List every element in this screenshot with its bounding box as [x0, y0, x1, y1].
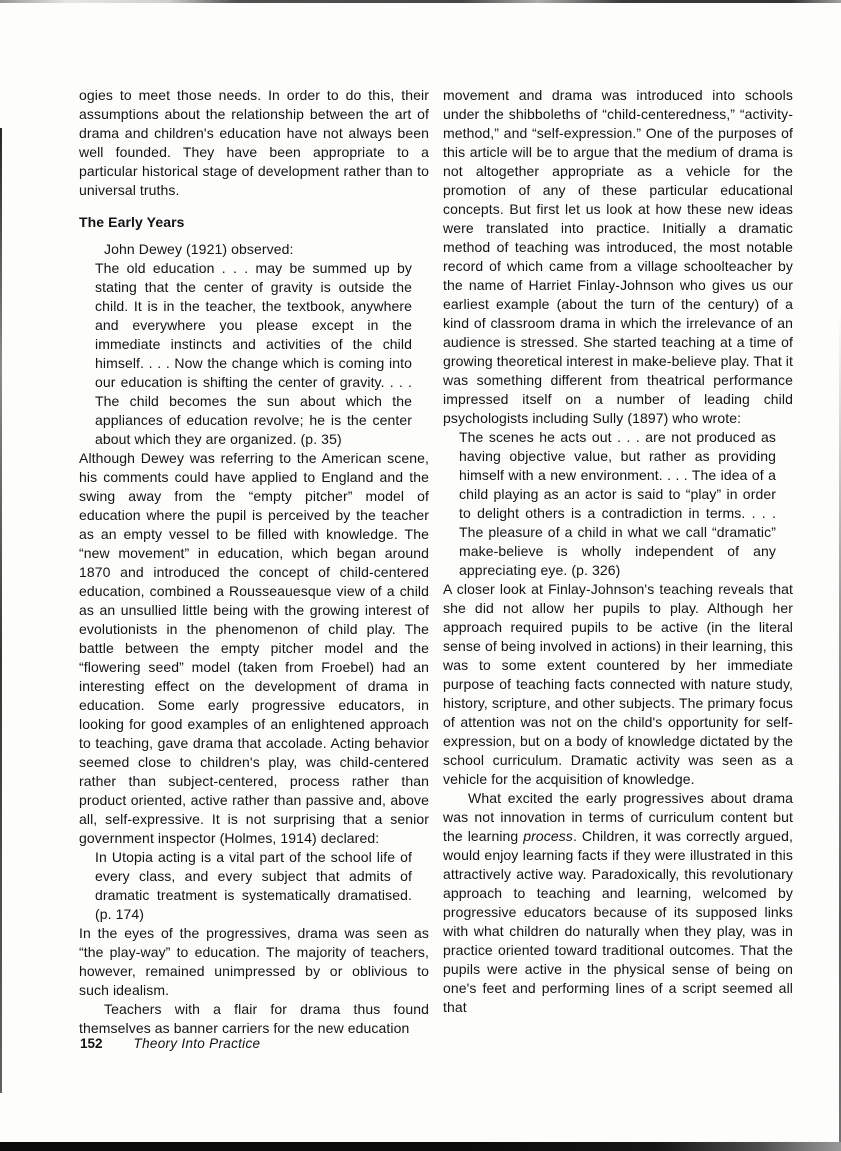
paragraph-segment-post: . Children, it was correctly argued, would enjoy learning facts if they were illustrated in this attractively active way. Paradoxically, this revolutionary approach to teaching and learning, welcomed by progressive educators because of its supposed links with what children do naturally when they play, was in practice oriented toward traditional outcomes. That the pupils were active in the physical sense of being on one's feet and performing lines of a script seemed all that: [443, 828, 793, 1015]
left-column: [79, 86, 429, 1038]
block-quote-dewey: The old education . . . may be summed up by stating that the center of gravity is outside the child. It is in the teacher, the textbook, anywhere and everywhere you please except in the immediate instincts and activities of the child himself. . . . Now the change which is coming into our education is shifting the center of gravity. . . . The child becomes the sun about which the appliances of education revolve; he is the center about which they are organized. (p. 35): [95, 260, 412, 447]
section-heading-early-years: The Early Years: [79, 214, 185, 230]
paragraph-movement-schools: movement and drama was introduced into schools under the shibboleths of “child-centeredness,” “activity-method,” and “self-expression.” One of the purposes of this article will be to argue that the medium of drama is not altogether appropriate as a vehicle for the promotion of any of these particular educational concepts. But first let us look at how these new ideas were translated into practice. Initially a dramatic method of teaching was introduced, the most notable record of which came from a village schoolteacher by the name of Harriet Finlay-Johnson who gives us our earliest example (about the turn of the century) of a kind of classroom drama in which the irrelevance of an audience is stressed. She started teaching at a time of growing theoretical interest in make-believe play. That it was something different from theatrical performance impressed itself on a number of leading child psychologists including Sully (1897) who wrote:: [443, 87, 794, 426]
block-quote-sully: The scenes he acts out . . . are not produced as having objective value, but rather as providing himself with a new environment. . . . The idea of a child playing as an actor is said to “play” in order to delight others is a contradiction in terms. . . . The pleasure of a child in what we call “dramatic” make-believe is wholly independent of any appreciating eye. (p. 326): [459, 429, 776, 578]
article-body: [79, 86, 793, 1038]
paragraph-although-dewey: Although Dewey was referring to the American scene, his comments could have applied to England and the swing away from the “empty pitcher” model of education where the pupil is perceived by the teacher as an empty vessel to be filled with knowledge. The “new movement” in education, which began around 1870 and introduced the concept of child-centered education, combined a Rousseauesque view of a child as an unsullied little being with the growing interest of evolutionists in the phenomenon of child play. The battle between the empty pitcher model and the “flowering seed” model (taken from Froebel) had an interesting effect on the development of drama in education. Some early progressive educators, in looking for good examples of an enlightened approach to teaching, gave drama that accolade. Acting behavior seemed close to children's play, was child-centered rather than subject-centered, process rather than product oriented, active rather than passive and, above all, self-expressive. It is not surprising that a senior government inspector (Holmes, 1914) declared:: [79, 450, 429, 846]
page-number: 152: [80, 1036, 103, 1051]
paragraph-teachers-flair: Teachers with a flair for drama thus found themselves as banner carriers for the new education: [79, 1001, 429, 1036]
block-quote-holmes: In Utopia acting is a vital part of the school life of every class, and every subject that admits of dramatic treatment is systematically dramatised. (p. 174): [95, 849, 412, 922]
journal-title: Theory Into Practice: [133, 1036, 261, 1051]
paragraph-finlay-johnson: A closer look at Finlay-Johnson's teaching reveals that she did not allow her pupils to play. Although her approach required pupils to be active (in the literal sense of being involved in actions) in their learning, this was to some extent countered by her immediate purpose of teaching facts connected with nature study, history, scripture, and other subjects. The primary focus of attention was not on the child's opportunity for self-expression, but on a body of knowledge dictated by the school curriculum. Dramatic activity was seen as a vehicle for the acquisition of knowledge.: [443, 581, 793, 787]
scan-border-top: [0, 0, 841, 3]
paragraph-play-way: In the eyes of the progressives, drama was seen as “the play-way” to education. The majority of teachers, however, remained unimpressed by or oblivious to such idealism.: [79, 925, 429, 998]
page-footer: [80, 1034, 260, 1053]
scan-border-bottom: [0, 1142, 841, 1151]
paragraph-dewey-intro: John Dewey (1921) observed:: [104, 241, 294, 257]
paragraph-continuation: ogies to meet those needs. In order to do this, their assumptions about the relationship between the art of drama and children's education have not always been well founded. They have been appropriate to a particular historical stage of development rather than to universal truths.: [79, 87, 429, 198]
right-column: [443, 86, 793, 1038]
paragraph-segment-pre: What excited the early progressives about drama was not innovation in terms of curriculum content but the learning: [443, 790, 793, 844]
italic-word-process: process: [523, 828, 573, 844]
paragraph-what-excited: [443, 789, 793, 1017]
scan-border-left: [0, 128, 2, 1093]
